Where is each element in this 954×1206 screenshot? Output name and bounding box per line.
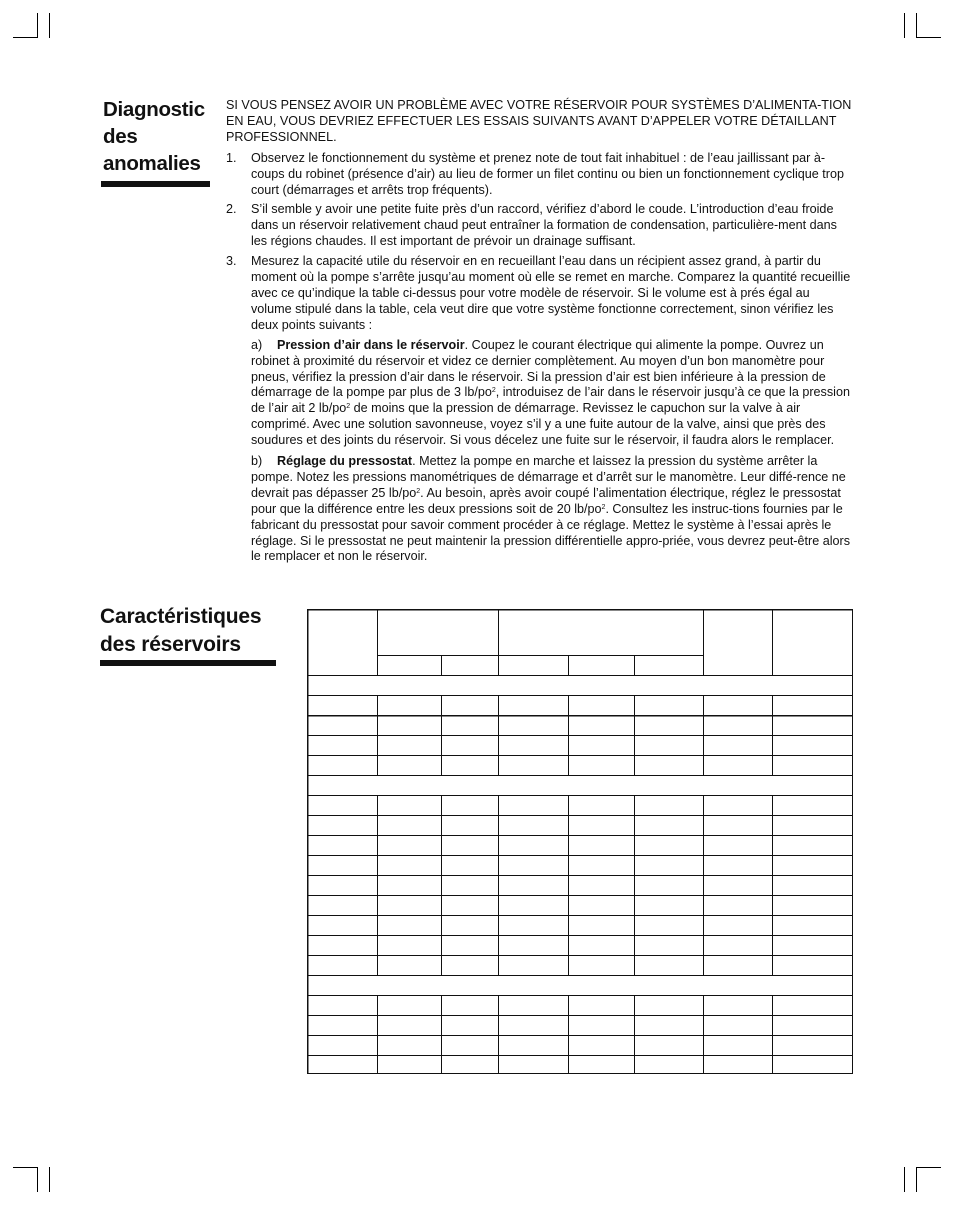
troubleshooting-body (226, 98, 853, 570)
specifications-heading: Caractéristiques des réservoirs (100, 605, 262, 656)
crop-mark-top-left-v (37, 13, 38, 38)
subitem-text: de moins que la pression de démarrage. Revissez le capuchon sur la valve à air comprimé. Avec une solution savonneuse, voyez s’il y a une fuite autour de la valve, ainsi que près des soudures et des joints du réservoir. Si vous décelez une fuite sur le réservoir, il faudra alors le remplacer. (251, 401, 835, 448)
subitem-text: . Au besoin, après avoir coupé l’alimentation électrique, réglez le pressostat pour que la différence entre les deux pressions soit de 20 lb/po (251, 485, 841, 516)
crop-mark-top-left-h (13, 37, 38, 38)
crop-mark-top-right-v2 (916, 13, 917, 38)
troubleshooting-subitem-b (226, 454, 853, 565)
specifications-heading-rule (100, 660, 276, 666)
specifications-table-grid (307, 609, 853, 1074)
item-number: 2. (226, 202, 237, 217)
subitem-title: Pression d’air dans le réservoir (277, 337, 465, 352)
subitem-text: . Consultez les instruc-tions fournies par le fabricant du pressostat pour savoir comment procéder à ce réglage. Mettez le système à l’essai après le réglage. Si le pressostat ne peut maintenir la pression différentielle appro-priée, vous devrez peut-être alors le remplacer et non le réservoir. (251, 501, 851, 564)
crop-mark-bottom-right-v2 (916, 1167, 917, 1192)
troubleshooting-item-2 (226, 202, 853, 250)
item-text: Observez le fonctionnement du système et prenez note de tout fait inhabituel : de l’eau jaillissant par à-coups du robinet (présence d’air) au lieu de former un filet continu ou bien un fonctionnement cyclique trop court (démarrages et arrêts trop fréquents). (251, 150, 844, 197)
table-border (308, 610, 853, 1074)
item-text: S’il semble y avoir une petite fuite près d’un raccord, vérifiez d’abord le coude. L’introduction d’eau froide dans un réservoir relativement chaud peut entraîner la formation de condensation, particulière-ment dans les régions chaudes. Il est important de prévoir un drainage suffisant. (251, 202, 837, 249)
superscript: 2 (416, 487, 421, 495)
crop-mark-bottom-right-h (916, 1167, 941, 1168)
troubleshooting-heading-rule (101, 181, 210, 187)
troubleshooting-subitem-a (226, 338, 853, 449)
subitem-letter: a) (251, 337, 263, 352)
superscript: 2 (491, 387, 496, 395)
troubleshooting-heading: Diagnostic des anomalies (103, 98, 205, 175)
item-text: Mesurez la capacité utile du réservoir en en recueillant l’eau dans un récipient assez grand, à partir du moment où la pompe s’arrête jusqu’au moment où elle se remet en marche. Comparez la quantité recueillie avec ce qu’indique la table ci-dessus pour votre modèle de réservoir. Si le volume est à prés égal au volume stipulé dans la table, cela veut dire que votre système fonctionne correctement, sinon vérifiez les deux points suivants : (251, 254, 851, 332)
crop-mark-bottom-left-h (13, 1167, 38, 1168)
crop-mark-top-left-v2 (49, 13, 50, 38)
subitem-text: . Coupez le courant électrique qui alimente la pompe. Ouvrez un robinet à proximité du réservoir et videz ce dernier complètement. Au moyen d’un bon manomètre pour pneus, vérifiez la pression d’air dans le réservoir. Si la pression d’air est bien inférieure à la pression de démarrage de la pompe par plus de 3 lb/po (251, 337, 826, 400)
crop-mark-bottom-left-v (37, 1167, 38, 1192)
troubleshooting-item-3 (226, 254, 853, 334)
subitem-text: , introduisez de l’air dans le réservoir jusqu’à ce que la pression de l’air ait 2 lb/po (251, 385, 850, 416)
item-number: 1. (226, 150, 237, 165)
column-dividers-group-2 (378, 795, 773, 975)
subitem-text: . Mettez la pompe en marche et laissez la pression du système arrêter la pompe. Notez les pressions manométriques de démarrage et d’arrêt sur le manomètre. Leur diffé-rence ne devrait pas dépasser 25 lb/po (251, 454, 846, 500)
crop-mark-bottom-left-v2 (49, 1167, 50, 1192)
superscript: 2 (346, 403, 351, 411)
crop-mark-bottom-right-v (904, 1167, 905, 1192)
subitem-title: Réglage du pressostat (277, 454, 413, 469)
troubleshooting-intro: SI VOUS PENSEZ AVOIR UN PROBLÈME AVEC VOTRE RÉSERVOIR POUR SYSTÈMES D’ALIMENTA-TION EN EAU, VOUS DEVRIEZ EFFECTUER LES ESSAIS SUIVANTS AVANT D’APPELER VOTRE DÉTAILLANT PROFESSIONNEL. (226, 98, 852, 144)
crop-mark-top-right-h (916, 37, 941, 38)
item-number: 3. (226, 254, 237, 269)
superscript: 2 (601, 503, 606, 511)
column-dividers-group-3 (378, 995, 773, 1074)
specifications-table (307, 609, 853, 1074)
subitem-letter: b) (251, 454, 263, 469)
crop-mark-top-right-v (904, 13, 905, 38)
troubleshooting-item-1 (226, 151, 853, 199)
